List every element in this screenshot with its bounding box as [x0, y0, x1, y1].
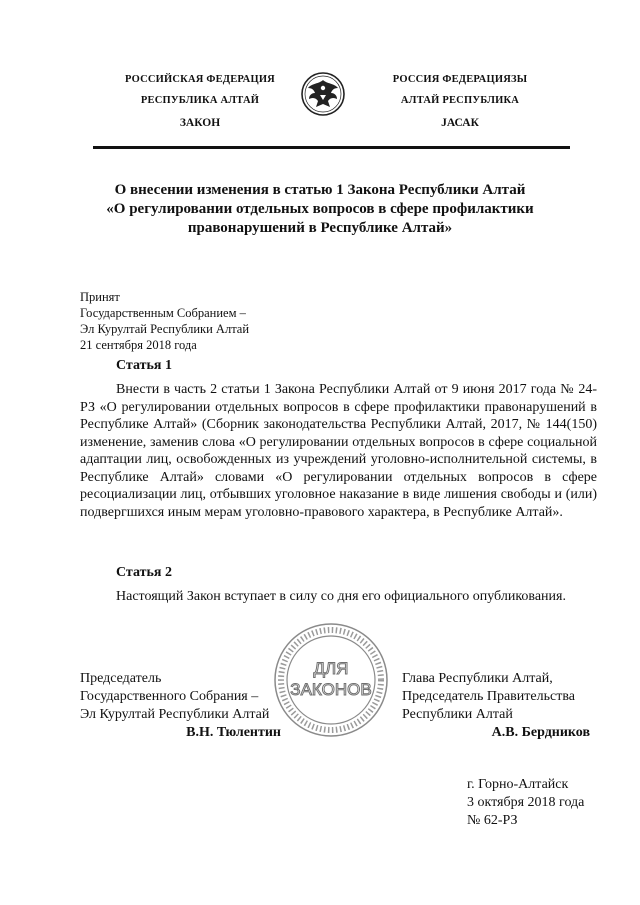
header-right-line1: РОССИЯ ФЕДЕРАЦИЯЗЫ: [392, 74, 528, 85]
signature-right-line-2: Председатель Правительства: [402, 689, 575, 704]
header-left-line2: РЕСПУБЛИКА АЛТАЙ: [140, 95, 260, 106]
signature-right-line-3: Республики Алтай: [402, 707, 513, 722]
footer-block: [467, 776, 584, 830]
footer-number: № 62-РЗ: [467, 813, 518, 828]
article-1-heading: Статья 1: [116, 358, 172, 373]
signature-left: [80, 670, 269, 724]
header-left-law: ЗАКОН: [179, 117, 221, 129]
article-2-text: Настоящий Закон вступает в силу со дня его официального опубликования.: [116, 589, 566, 604]
header-left-line1: РОССИЙСКАЯ ФЕДЕРАЦИЯ: [125, 74, 275, 85]
stamp-line-1: ДЛЯ: [313, 659, 349, 678]
document-title: [60, 181, 580, 238]
header-rule: [93, 146, 570, 149]
header-right-law: ЈАСАК: [441, 117, 479, 129]
title-line-1: О внесении изменения в статью 1 Закона Республики Алтай: [114, 182, 526, 198]
signature-left-line-1: Председатель: [80, 671, 162, 686]
adopted-line-3: Эл Курултай Республики Алтай: [80, 322, 250, 336]
title-line-2: «О регулировании отдельных вопросов в сфере профилактики: [106, 201, 534, 217]
signature-left-name: В.Н. Тюлентин: [186, 725, 281, 740]
title-line-3: правонарушений в Республике Алтай»: [187, 220, 453, 236]
adopted-line-4: 21 сентября 2018 года: [80, 338, 197, 352]
signature-left-line-2: Государственного Собрания –: [80, 689, 259, 704]
coat-of-arms-icon: [300, 66, 346, 122]
footer-date: 3 октября 2018 года: [467, 795, 585, 810]
signature-right-line-1: Глава Республики Алтай,: [402, 671, 553, 686]
adopted-line-1: Принят: [80, 290, 120, 304]
article-2-heading: Статья 2: [116, 565, 172, 580]
signature-right-name: А.В. Бердников: [491, 725, 590, 740]
signature-right: [402, 670, 575, 724]
signature-left-line-3: Эл Курултай Республики Алтай: [80, 707, 270, 722]
adoption-block: [80, 289, 249, 353]
stamp-seal: [272, 621, 390, 739]
footer-city: г. Горно-Алтайск: [467, 777, 569, 792]
adopted-line-2: Государственным Собранием –: [80, 306, 246, 320]
article-1-text: Внести в часть 2 статьи 1 Закона Республики Алтай от 9 июня 2017 года № 24-РЗ «О регулировании отдельных вопросов в сфере профилактики правонарушений в Республике Алтай» (Сборник законодательства Республики Алтай, 2017, № 144(150) изменение, заменив слова «О регулировании отдельных вопросов в сфере социальной адаптации лиц, освобожденных из учреждений уголовно-исполнительной системы, в Республике Алтай» словами «О регулировании отдельных вопросов в сфере ресоциализации лиц, отбывших уголовное наказание в виде лишения свободы и (или) подвергшихся иным мерам уголовно-правового характера, в Республике Алтай».: [80, 382, 597, 520]
header-right-line2: АЛТАЙ РЕСПУБЛИКА: [400, 95, 520, 106]
stamp-line-2: ЗАКОНОВ: [290, 680, 372, 699]
